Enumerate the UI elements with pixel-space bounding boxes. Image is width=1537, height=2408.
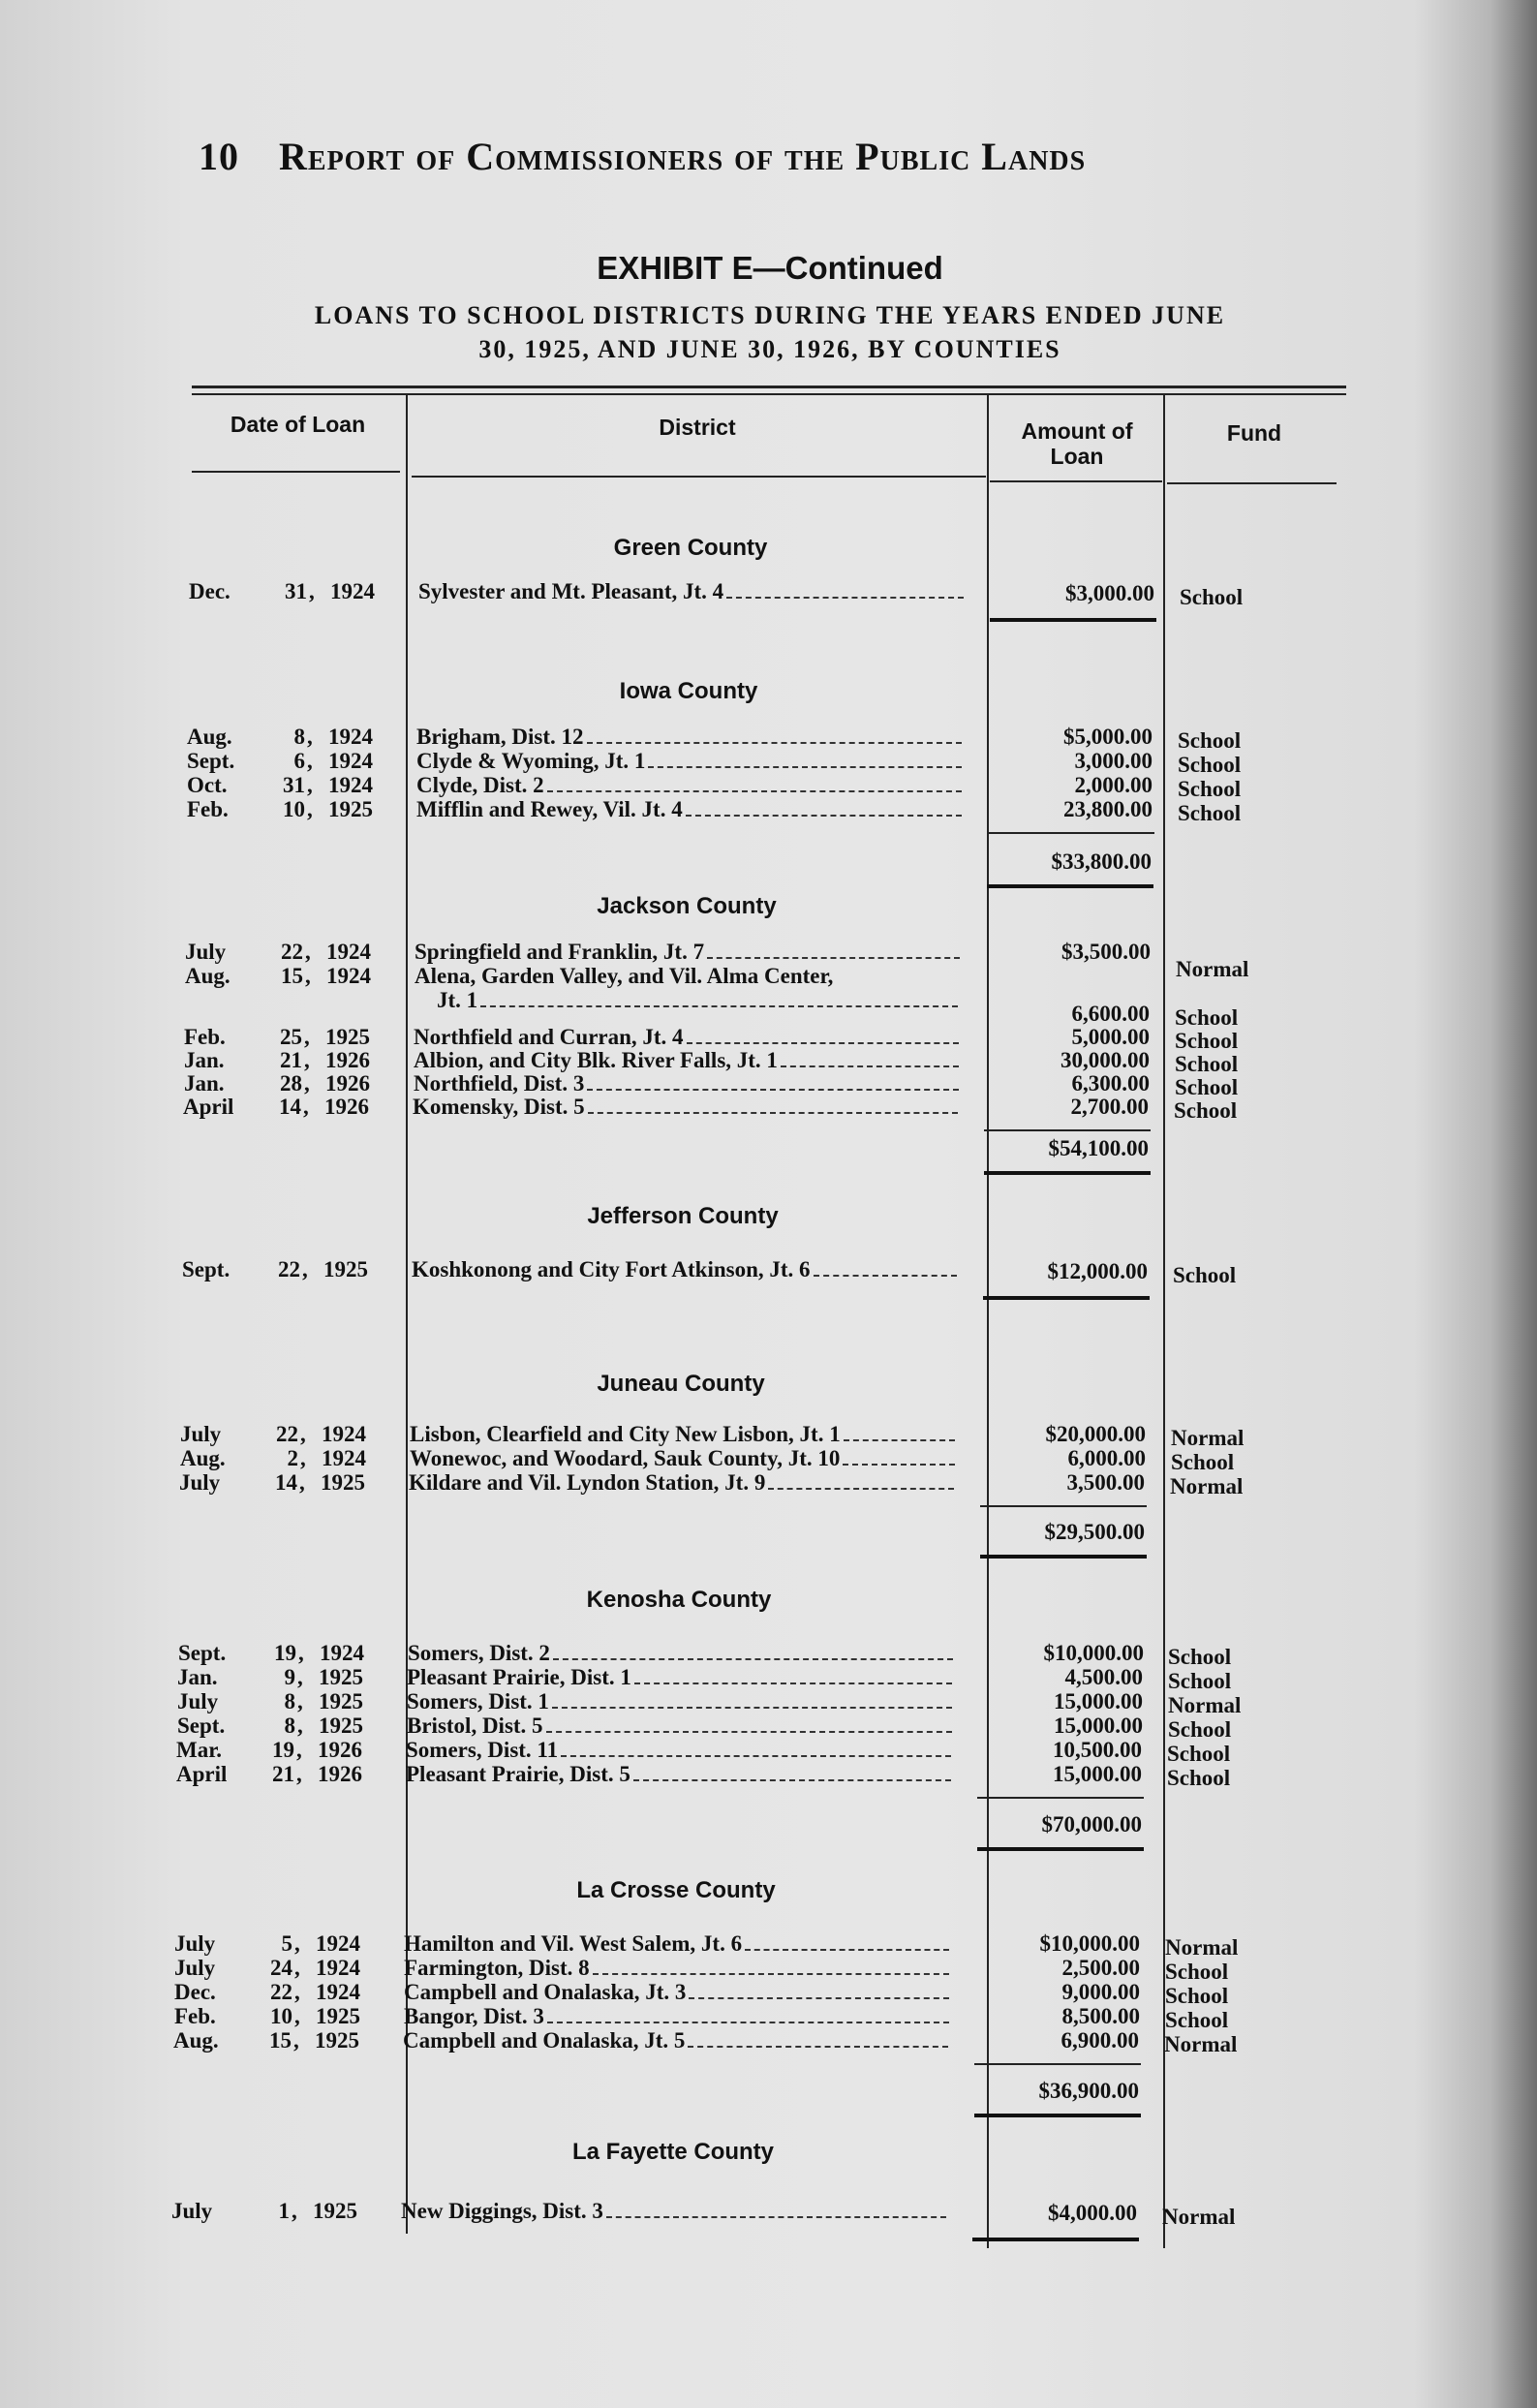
loan-date-month: July xyxy=(171,2199,213,2223)
loan-fund: School xyxy=(1171,1450,1235,1474)
loan-date-day: 8 xyxy=(284,1689,295,1713)
header-rule-amount xyxy=(990,480,1162,482)
loan-date-year: 1925 xyxy=(313,2199,357,2223)
loan-fund: School xyxy=(1165,1984,1229,2008)
county-heading: Jackson County xyxy=(597,893,777,919)
loan-district xyxy=(416,725,976,750)
loan-amount: 6,900.00 xyxy=(1061,2028,1139,2053)
loan-fund: Normal xyxy=(1168,1693,1242,1717)
dot-leader xyxy=(781,1060,959,1067)
loan-date-year: 1924 xyxy=(316,1931,360,1956)
date-comma: , xyxy=(300,1446,306,1470)
loan-date-year: 1925 xyxy=(319,1713,363,1738)
loan-date-year: 1924 xyxy=(328,749,373,773)
loan-date-month: Sept. xyxy=(178,1641,227,1665)
loan-amount: 4,500.00 xyxy=(1064,1665,1143,1689)
loan-district xyxy=(408,1641,968,1666)
running-header xyxy=(199,134,1264,179)
subtotal-rule xyxy=(974,2063,1141,2065)
subtitle-line-2: 30, 1925, AND JUNE 30, 1926, BY COUNTIES xyxy=(478,335,1061,363)
loan-district xyxy=(401,2199,961,2224)
loan-district xyxy=(410,1446,969,1471)
loan-district-name: Campbell and Onalaska, Jt. 5 xyxy=(403,2028,686,2053)
dot-leader xyxy=(814,1269,957,1277)
dot-leader xyxy=(634,1677,952,1684)
county-total: $36,900.00 xyxy=(1038,2079,1139,2103)
loan-date-year: 1926 xyxy=(325,1071,370,1096)
loan-district-name: Sylvester and Mt. Pleasant, Jt. 4 xyxy=(418,579,724,603)
loan-fund: Normal xyxy=(1170,1474,1244,1498)
loan-district xyxy=(406,1762,966,1787)
loan-date-year: 1925 xyxy=(321,1470,365,1495)
loan-fund: Normal xyxy=(1171,1426,1245,1450)
date-comma: , xyxy=(296,1762,302,1786)
dot-leader xyxy=(707,951,960,959)
date-comma: , xyxy=(304,1071,310,1096)
county-total-rule xyxy=(990,618,1156,622)
loan-district-name: Bristol, Dist. 5 xyxy=(407,1713,543,1738)
loan-date-year: 1924 xyxy=(322,1422,366,1446)
date-comma: , xyxy=(307,797,313,821)
loan-district xyxy=(416,773,976,798)
page-number: 10 xyxy=(199,135,239,178)
date-comma: , xyxy=(293,2028,299,2053)
table-subtitle xyxy=(189,298,1351,366)
dot-leader xyxy=(745,1943,949,1951)
loan-date-month: Aug. xyxy=(180,1446,226,1470)
loan-date-month: Aug. xyxy=(187,725,232,749)
loan-date-day: 8 xyxy=(293,725,305,749)
date-comma: , xyxy=(303,1095,309,1119)
loan-date-year: 1925 xyxy=(316,2004,360,2028)
date-comma: , xyxy=(297,1713,303,1738)
county-total: $54,100.00 xyxy=(1048,1136,1149,1160)
loan-district-name: Northfield and Curran, Jt. 4 xyxy=(414,1025,684,1049)
date-comma: , xyxy=(294,1931,300,1956)
exhibit-title: EXHIBIT E—Continued xyxy=(597,250,943,286)
loan-date-day: 22 xyxy=(270,1980,292,2004)
header-rule-district xyxy=(412,476,986,478)
loan-date-month: Feb. xyxy=(184,1025,226,1049)
loan-date-day: 24 xyxy=(270,1956,292,1980)
loan-date-year: 1924 xyxy=(326,964,371,988)
loan-district xyxy=(407,1665,967,1690)
loan-amount: $3,000.00 xyxy=(1065,581,1154,605)
loan-amount: 15,000.00 xyxy=(1054,1689,1143,1713)
loan-amount: 5,000.00 xyxy=(1071,1025,1150,1049)
loan-date-month: July xyxy=(180,1422,222,1446)
dot-leader xyxy=(588,1106,958,1114)
dot-leader xyxy=(593,1967,949,1975)
loan-date-month: Feb. xyxy=(174,2004,216,2028)
loan-amount: $10,000.00 xyxy=(1039,1931,1140,1956)
loan-district xyxy=(404,1931,964,1957)
loan-district-name: Somers, Dist. 2 xyxy=(408,1641,550,1665)
loan-date-month: Sept. xyxy=(187,749,235,773)
county-total-rule xyxy=(980,1555,1147,1559)
header-rule-fund xyxy=(1167,482,1337,484)
col-header-amount-line-1: Amount of xyxy=(1021,418,1133,444)
loan-district-name: Kildare and Vil. Lyndon Station, Jt. 9 xyxy=(409,1470,766,1495)
loan-district-name: Hamilton and Vil. West Salem, Jt. 6 xyxy=(404,1931,743,1956)
loan-district xyxy=(406,1738,966,1763)
dot-leader xyxy=(688,2040,948,2048)
loan-district-name: Campbell and Onalaska, Jt. 3 xyxy=(404,1980,687,2004)
loan-district-name: Koshkonong and City Fort Atkinson, Jt. 6 xyxy=(412,1257,811,1281)
date-comma: , xyxy=(302,1257,308,1281)
county-total: $29,500.00 xyxy=(1044,1520,1145,1544)
loan-district xyxy=(413,1095,972,1120)
loan-date-day: 19 xyxy=(274,1641,296,1665)
header-rule-date xyxy=(192,471,400,473)
loan-date-year: 1926 xyxy=(318,1738,362,1762)
loan-district-name: Pleasant Prairie, Dist. 1 xyxy=(407,1665,631,1689)
loan-district-name: Bangor, Dist. 3 xyxy=(404,2004,544,2028)
loan-date-month: Feb. xyxy=(187,797,229,821)
loan-date-day: 22 xyxy=(276,1422,298,1446)
loan-amount: 15,000.00 xyxy=(1054,1713,1143,1738)
loan-district-name: Komensky, Dist. 5 xyxy=(413,1095,585,1119)
loan-date-month: April xyxy=(176,1762,228,1786)
loan-amount: 2,700.00 xyxy=(1070,1095,1149,1119)
dot-leader xyxy=(687,1036,959,1044)
loan-district xyxy=(403,2028,963,2053)
loan-date-year: 1925 xyxy=(328,797,373,821)
county-heading: Juneau County xyxy=(597,1371,765,1397)
loan-date-year: 1925 xyxy=(319,1689,363,1713)
loan-date-day: 31 xyxy=(285,579,307,603)
loan-date-year: 1925 xyxy=(323,1257,368,1281)
loan-amount: 23,800.00 xyxy=(1063,797,1153,821)
loan-date-year: 1924 xyxy=(320,1641,364,1665)
loan-district-name: Albion, and City Blk. River Falls, Jt. 1 xyxy=(414,1048,778,1072)
date-comma: , xyxy=(307,749,313,773)
loan-date-year: 1924 xyxy=(316,1956,360,1980)
loan-date-day: 15 xyxy=(281,964,303,988)
subtitle-line-1: LOANS TO SCHOOL DISTRICTS DURING THE YEARS ENDED JUNE xyxy=(314,301,1226,329)
loan-amount: 3,000.00 xyxy=(1074,749,1153,773)
loan-date-year: 1924 xyxy=(322,1446,366,1470)
loan-date-day: 9 xyxy=(284,1665,295,1689)
loan-date-year: 1924 xyxy=(328,773,373,797)
loan-district xyxy=(416,749,976,774)
loan-amount: 9,000.00 xyxy=(1061,1980,1140,2004)
date-comma: , xyxy=(305,940,311,964)
date-comma: , xyxy=(294,1956,300,1980)
loan-fund: School xyxy=(1178,728,1242,753)
loan-district xyxy=(404,2004,964,2029)
loan-fund: School xyxy=(1173,1263,1237,1287)
loan-district-name: Springfield and Franklin, Jt. 7 xyxy=(415,940,705,964)
loan-amount: 15,000.00 xyxy=(1053,1762,1142,1786)
date-comma: , xyxy=(307,773,313,797)
loan-district-name: Clyde, Dist. 2 xyxy=(416,773,544,797)
dot-leader xyxy=(844,1434,955,1441)
dot-leader xyxy=(648,760,962,768)
loan-date-month: April xyxy=(183,1095,234,1119)
subtotal-rule xyxy=(980,1505,1147,1507)
loan-district xyxy=(414,1048,973,1073)
loan-date-day: 19 xyxy=(272,1738,294,1762)
loan-date-month: Dec. xyxy=(174,1980,216,2004)
loan-date-day: 28 xyxy=(280,1071,302,1096)
loan-district xyxy=(415,964,974,989)
loan-date-month: July xyxy=(174,1931,216,1956)
loan-date-year: 1926 xyxy=(318,1762,362,1786)
loan-date-day: 21 xyxy=(280,1048,302,1072)
loan-district-name: Mifflin and Rewey, Vil. Jt. 4 xyxy=(416,797,683,821)
loan-district xyxy=(407,1689,967,1714)
loan-fund: School xyxy=(1175,1075,1239,1099)
loan-fund: School xyxy=(1168,1645,1232,1669)
dot-leader xyxy=(552,1701,952,1709)
loan-date-year: 1924 xyxy=(316,1980,360,2004)
subtotal-rule xyxy=(988,832,1154,834)
county-heading: Jefferson County xyxy=(587,1203,779,1229)
loan-district xyxy=(409,1470,968,1496)
loan-date-day: 31 xyxy=(283,773,305,797)
loan-district-name-continued: Jt. 1 xyxy=(437,988,478,1012)
col-header-amount-line-2: Loan xyxy=(1050,444,1104,469)
loan-district-name: Somers, Dist. 11 xyxy=(406,1738,559,1762)
county-total-rule xyxy=(987,884,1153,888)
loan-amount: 3,500.00 xyxy=(1066,1470,1145,1495)
loan-amount: $4,000.00 xyxy=(1048,2201,1137,2225)
loan-district-name: Wonewoc, and Woodard, Sauk County, Jt. 10 xyxy=(410,1446,841,1470)
loan-district xyxy=(410,1422,969,1447)
loan-date-month: Jan. xyxy=(177,1665,218,1689)
date-comma: , xyxy=(296,1738,302,1762)
loan-date-day: 2 xyxy=(287,1446,298,1470)
loan-district-name: Northfield, Dist. 3 xyxy=(414,1071,585,1096)
loan-date-year: 1924 xyxy=(328,725,373,749)
loan-district xyxy=(416,797,976,822)
county-total-rule xyxy=(984,1171,1151,1175)
county-total-rule xyxy=(974,2114,1141,2117)
loan-fund: School xyxy=(1175,1052,1239,1076)
dot-leader xyxy=(768,1482,954,1490)
loan-amount: 30,000.00 xyxy=(1061,1048,1150,1072)
subtotal-rule xyxy=(984,1129,1151,1131)
loan-date-day: 10 xyxy=(270,2004,292,2028)
loan-fund: Normal xyxy=(1165,1935,1239,1960)
date-comma: , xyxy=(307,725,313,749)
loan-district-name: Somers, Dist. 1 xyxy=(407,1689,549,1713)
dot-leader xyxy=(547,785,962,792)
date-comma: , xyxy=(300,1422,306,1446)
loan-date-month: Aug. xyxy=(173,2028,219,2053)
dot-leader xyxy=(546,1725,952,1733)
dot-leader xyxy=(689,1991,949,1999)
dot-leader xyxy=(587,736,962,744)
loan-amount: 6,000.00 xyxy=(1067,1446,1146,1470)
loan-district-continued xyxy=(437,988,974,1013)
col-header-date: Date of Loan xyxy=(230,412,366,437)
loan-amount: 2,000.00 xyxy=(1074,773,1153,797)
loan-date-day: 6 xyxy=(293,749,305,773)
loan-district-name: Clyde & Wyoming, Jt. 1 xyxy=(416,749,646,773)
loan-district xyxy=(404,1980,964,2005)
loan-fund: School xyxy=(1168,1717,1232,1742)
loan-date-month: Aug. xyxy=(185,964,231,988)
top-rule xyxy=(192,386,1346,388)
loan-date-day: 14 xyxy=(275,1470,297,1495)
loan-fund: Normal xyxy=(1164,2032,1238,2056)
loan-fund: School xyxy=(1165,2008,1229,2032)
dot-leader xyxy=(561,1749,951,1757)
loan-district-name: Brigham, Dist. 12 xyxy=(416,725,584,749)
top-rule-inner xyxy=(192,393,1346,395)
county-total-rule xyxy=(977,1847,1144,1851)
loan-fund: School xyxy=(1167,1766,1231,1790)
loan-fund: School xyxy=(1167,1742,1231,1766)
county-heading: La Fayette County xyxy=(571,2139,775,2165)
loan-date-year: 1926 xyxy=(324,1095,369,1119)
loan-fund: School xyxy=(1165,1960,1229,1984)
dot-leader xyxy=(587,1083,959,1091)
loan-district xyxy=(415,940,974,965)
loan-date-month: Oct. xyxy=(187,773,228,797)
loan-fund: School xyxy=(1180,585,1244,609)
loan-date-month: Mar. xyxy=(176,1738,223,1762)
loan-district xyxy=(404,1956,964,1981)
date-comma: , xyxy=(304,1025,310,1049)
loan-district-name: Lisbon, Clearfield and City New Lisbon, Jt. 1 xyxy=(410,1422,841,1446)
loan-amount: 10,500.00 xyxy=(1053,1738,1142,1762)
loan-fund: School xyxy=(1175,1005,1239,1030)
loan-date-year: 1925 xyxy=(315,2028,359,2053)
date-comma: , xyxy=(292,2199,297,2223)
date-comma: , xyxy=(299,1470,305,1495)
loan-fund: Normal xyxy=(1176,957,1249,981)
col-header-district: District xyxy=(659,415,736,440)
subtotal-rule xyxy=(977,1797,1144,1799)
loan-date-month: July xyxy=(185,940,227,964)
loan-amount: $3,500.00 xyxy=(1061,940,1151,964)
loan-fund: School xyxy=(1178,801,1242,825)
loan-district-name: Farmington, Dist. 8 xyxy=(404,1956,590,1980)
dot-leader xyxy=(606,2210,946,2218)
loan-amount: $12,000.00 xyxy=(1047,1259,1148,1283)
loan-amount: $10,000.00 xyxy=(1043,1641,1144,1665)
loan-district-name: Alena, Garden Valley, and Vil. Alma Center, xyxy=(415,964,834,988)
loan-date-month: July xyxy=(179,1470,221,1495)
loan-date-month: Sept. xyxy=(177,1713,226,1738)
loan-date-day: 8 xyxy=(284,1713,295,1738)
loan-date-day: 10 xyxy=(283,797,305,821)
county-heading: Iowa County xyxy=(619,678,758,704)
county-heading: La Crosse County xyxy=(576,1877,776,1903)
loan-date-day: 1 xyxy=(278,2199,290,2223)
loan-district-name: Pleasant Prairie, Dist. 5 xyxy=(406,1762,630,1786)
loan-district xyxy=(407,1713,967,1739)
county-total-rule xyxy=(983,1296,1150,1300)
dot-leader xyxy=(726,591,964,599)
loan-date-month: July xyxy=(174,1956,216,1980)
loan-date-day: 22 xyxy=(278,1257,300,1281)
dot-leader xyxy=(843,1458,955,1466)
date-comma: , xyxy=(309,579,315,603)
date-comma: , xyxy=(294,1980,300,2004)
loan-date-month: Jan. xyxy=(184,1071,225,1096)
loan-date-year: 1924 xyxy=(326,940,371,964)
county-heading: Kenosha County xyxy=(586,1587,772,1613)
loan-amount: 6,300.00 xyxy=(1071,1071,1150,1096)
loan-date-day: 22 xyxy=(281,940,303,964)
dot-leader xyxy=(686,809,962,817)
loan-date-year: 1925 xyxy=(319,1665,363,1689)
date-comma: , xyxy=(297,1665,303,1689)
running-title: Report of Commissioners of the Public Lands xyxy=(279,135,1087,178)
date-comma: , xyxy=(305,964,311,988)
loan-amount: 8,500.00 xyxy=(1061,2004,1140,2028)
loan-fund: School xyxy=(1178,777,1242,801)
col-header-amount xyxy=(990,418,1164,469)
county-total-rule xyxy=(972,2238,1139,2241)
date-comma: , xyxy=(294,2004,300,2028)
county-total: $33,800.00 xyxy=(1051,849,1152,874)
loan-date-day: 14 xyxy=(279,1095,301,1119)
loan-fund: Normal xyxy=(1162,2205,1236,2229)
date-comma: , xyxy=(297,1689,303,1713)
date-comma: , xyxy=(304,1048,310,1072)
loan-date-month: Dec. xyxy=(189,579,231,603)
loan-amount: 2,500.00 xyxy=(1061,1956,1140,1980)
loan-district xyxy=(414,1025,973,1050)
loan-district xyxy=(418,579,978,604)
loan-fund: School xyxy=(1168,1669,1232,1693)
loan-date-month: Sept. xyxy=(182,1257,231,1281)
loan-date-day: 5 xyxy=(281,1931,292,1956)
loan-date-month: July xyxy=(177,1689,219,1713)
county-heading: Green County xyxy=(613,535,768,561)
dot-leader xyxy=(547,2016,949,2023)
loan-date-day: 15 xyxy=(269,2028,292,2053)
loan-date-day: 21 xyxy=(272,1762,294,1786)
loan-district xyxy=(412,1257,971,1282)
loan-date-month: Jan. xyxy=(184,1048,225,1072)
loan-date-year: 1924 xyxy=(330,579,375,603)
county-total: $70,000.00 xyxy=(1041,1812,1142,1837)
dot-leader xyxy=(480,1000,958,1007)
col-header-fund: Fund xyxy=(1226,420,1282,446)
dot-leader xyxy=(553,1652,953,1660)
loan-fund: School xyxy=(1175,1029,1239,1053)
loan-amount: $5,000.00 xyxy=(1063,725,1153,749)
loan-district xyxy=(414,1071,973,1096)
loan-date-year: 1925 xyxy=(325,1025,370,1049)
loan-amount: $20,000.00 xyxy=(1045,1422,1146,1446)
loan-fund: School xyxy=(1174,1098,1238,1123)
loan-amount: 6,600.00 xyxy=(1071,1002,1150,1026)
loan-date-year: 1926 xyxy=(325,1048,370,1072)
dot-leader xyxy=(633,1774,951,1781)
loan-date-day: 25 xyxy=(280,1025,302,1049)
date-comma: , xyxy=(298,1641,304,1665)
loan-district-name: New Diggings, Dist. 3 xyxy=(401,2199,603,2223)
loan-fund: School xyxy=(1178,753,1242,777)
